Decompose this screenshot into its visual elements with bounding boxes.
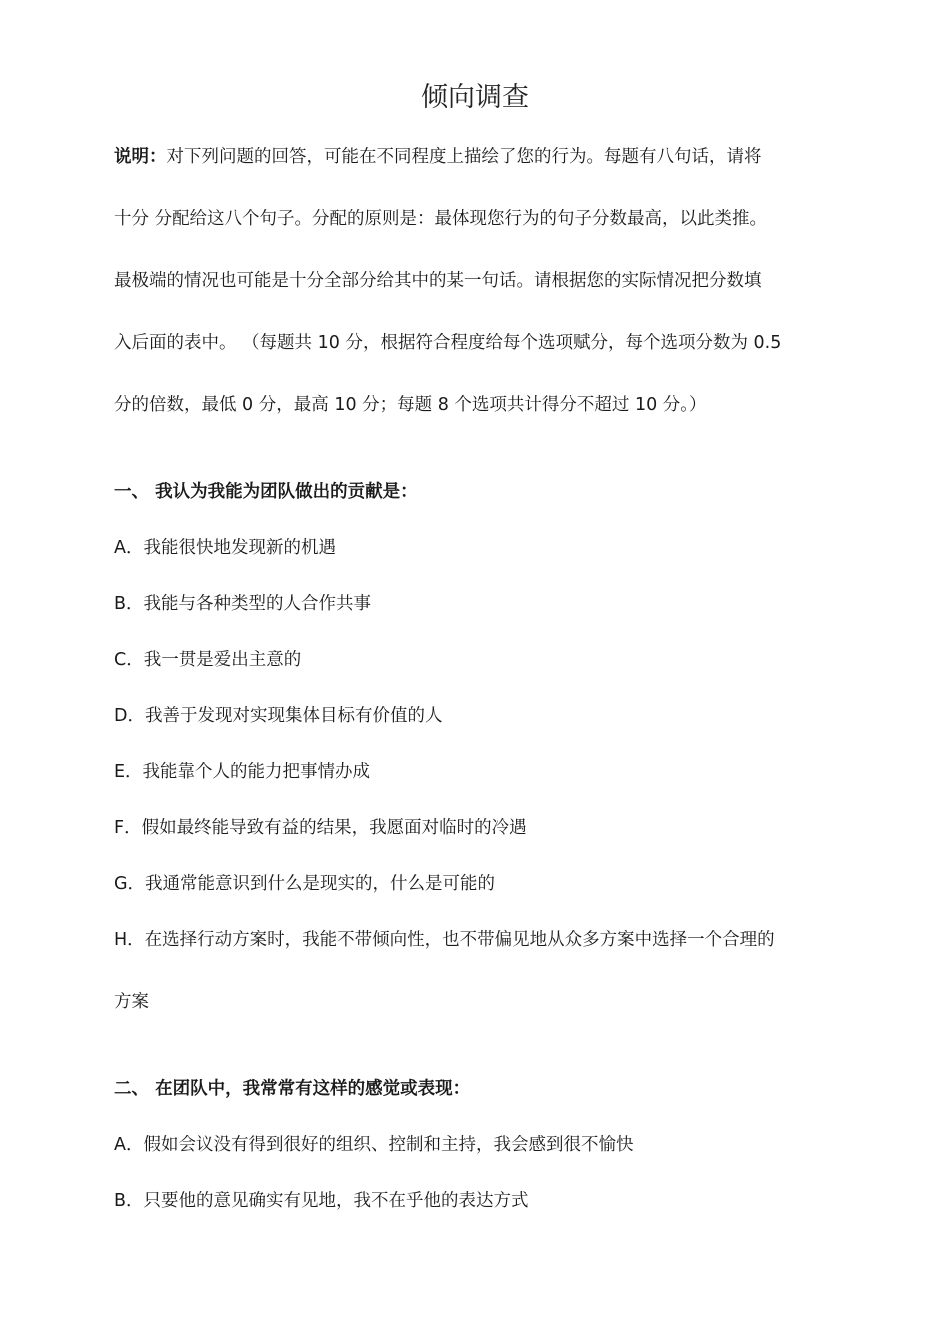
intro-line-5: 分的倍数，最低 0 分，最高 10 分；每题 8 个选项共计得分不超过 10 分。） <box>114 395 707 415</box>
section-2-option-a: A．假如会议没有得到很好的组织、控制和主持，我会感到很不愉快 <box>114 1135 634 1155</box>
section-1-option-a: A．我能很快地发现新的机遇 <box>114 538 336 558</box>
section-1-option-f: F．假如最终能导致有益的结果，我愿面对临时的冷遇 <box>114 818 527 838</box>
section-1-option-c: C．我一贯是爱出主意的 <box>114 650 302 670</box>
section-1-option-b: B．我能与各种类型的人合作共事 <box>114 594 372 614</box>
document-title: 倾向调查 <box>421 82 529 113</box>
section-2-option-b: B．只要他的意见确实有见地，我不在乎他的表达方式 <box>114 1191 529 1211</box>
intro-line-1 <box>114 143 854 171</box>
section-1-option-e: E．我能靠个人的能力把事情办成 <box>114 762 371 782</box>
intro-line-4: 入后面的表中。 （每题共 10 分，根据符合程度给每个选项赋分，每个选项分数为 0.5 <box>114 333 782 353</box>
section-1-option-h-continued: 方案 <box>114 992 149 1012</box>
intro-label: 说明： <box>114 147 167 167</box>
section-1-option-g: G．我通常能意识到什么是现实的，什么是可能的 <box>114 874 496 894</box>
intro-line-2: 十分 分配给这八个句子。分配的原则是：最体现您行为的句子分数最高，以此类推。 <box>114 209 768 229</box>
section-1-option-d: D．我善于发现对实现集体目标有价值的人 <box>114 706 443 726</box>
section-2-heading: 二、 在团队中，我常常有这样的感觉或表现： <box>114 1079 471 1099</box>
section-1-heading: 一、 我认为我能为团队做出的贡献是： <box>114 482 418 502</box>
intro-text-1: 对下列问题的回答，可能在不同程度上描绘了您的行为。每题有八句话，请将 <box>166 147 762 167</box>
section-1-option-h: H．在选择行动方案时，我能不带倾向性，也不带偏见地从众多方案中选择一个合理的 <box>114 930 775 950</box>
intro-line-3: 最极端的情况也可能是十分全部分给其中的某一句话。请根据您的实际情况把分数填 <box>114 271 762 291</box>
